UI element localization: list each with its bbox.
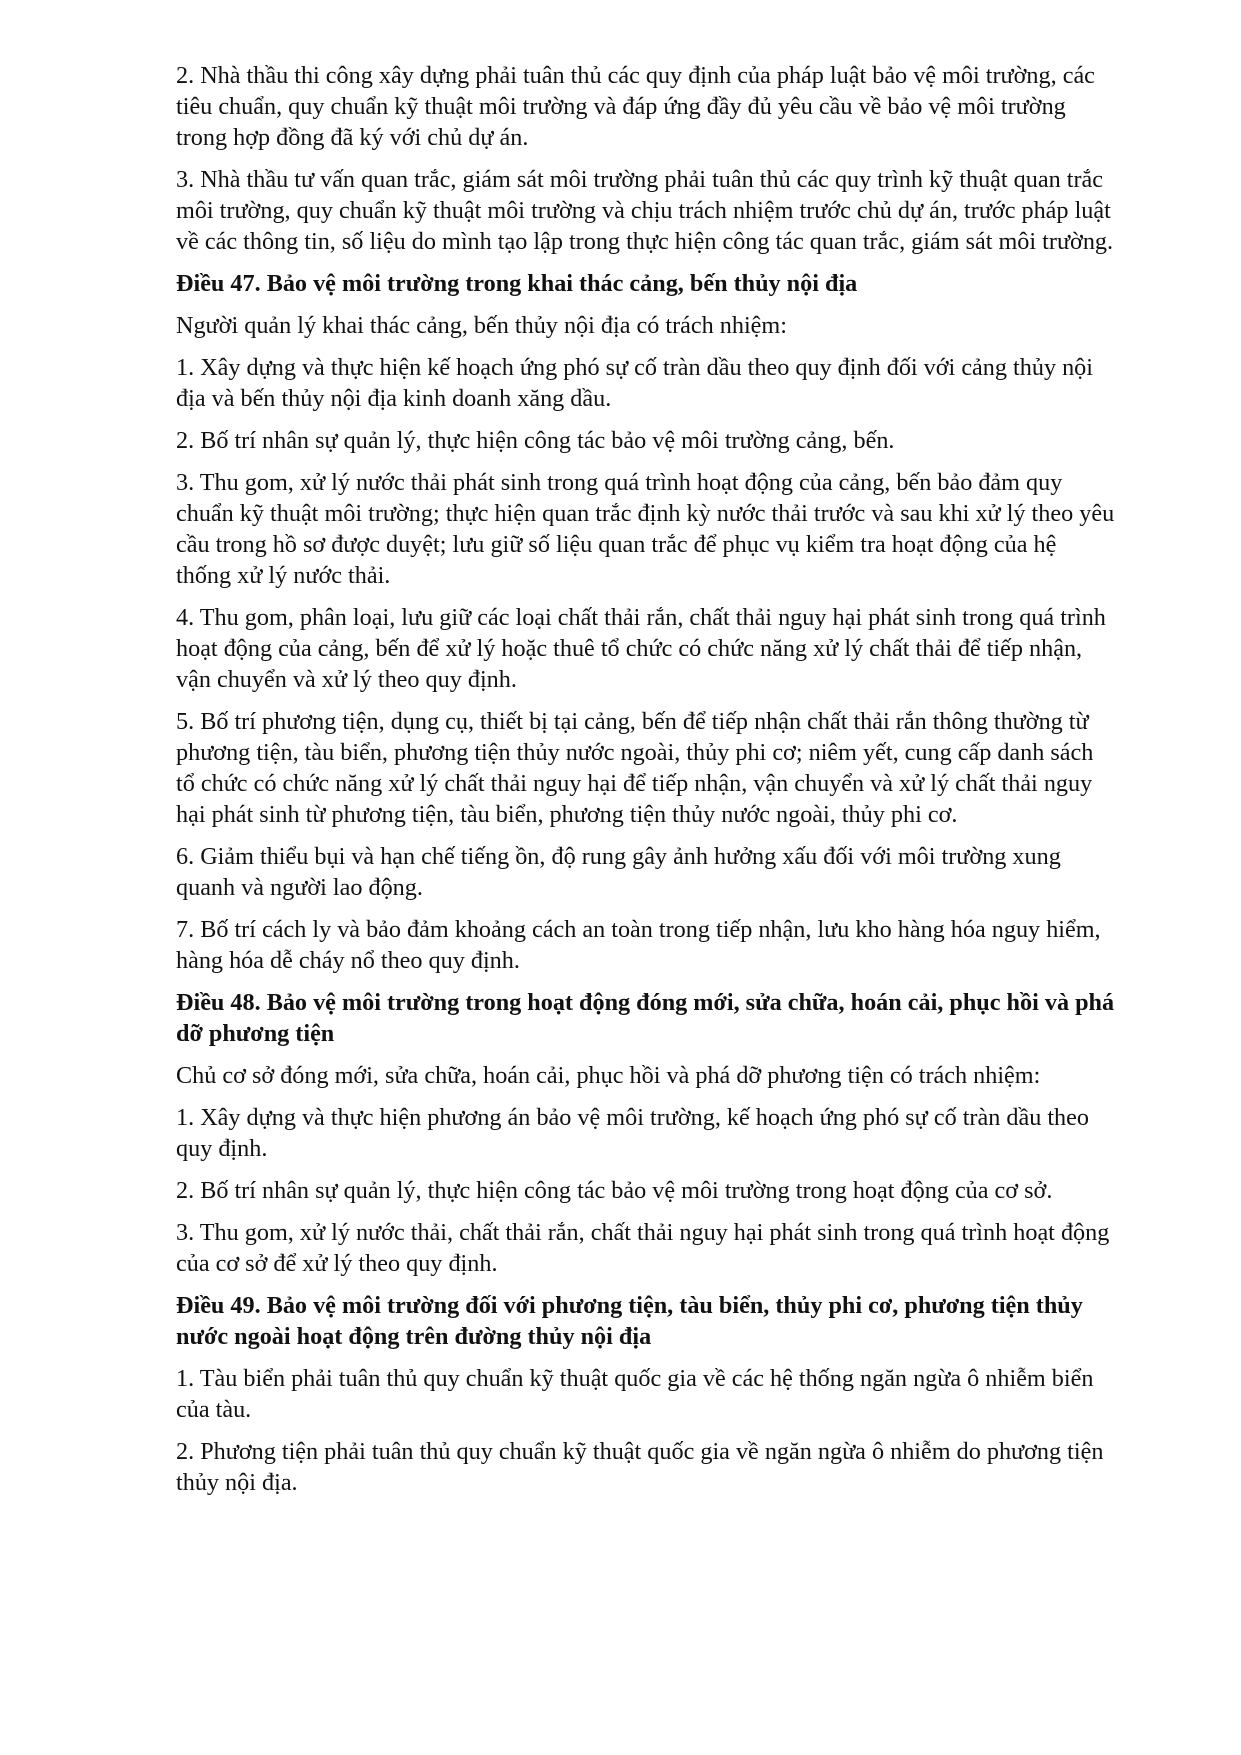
article-49-clause-2: 2. Phương tiện phải tuân thủ quy chuẩn kỹ thuật quốc gia về ngăn ngừa ô nhiễm do phương tiện thủy nội địa. [176, 1438, 1104, 1496]
article-48-intro: Chủ cơ sở đóng mới, sửa chữa, hoán cải, phục hồi và phá dỡ phương tiện có trách nhiệm: [176, 1062, 1041, 1089]
article-47-heading: Điều 47. Bảo vệ môi trường trong khai thác cảng, bến thủy nội địa [176, 270, 858, 297]
article-47-clause-2: 2. Bố trí nhân sự quản lý, thực hiện công tác bảo vệ môi trường cảng, bến. [176, 427, 895, 454]
article-48-clause-3: 3. Thu gom, xử lý nước thải, chất thải rắn, chất thải nguy hại phát sinh trong quá trình hoạt động của cơ sở để xử lý theo quy định. [176, 1219, 1110, 1277]
article-47-clause-5: 5. Bố trí phương tiện, dụng cụ, thiết bị tại cảng, bến để tiếp nhận chất thải rắn thông thường từ phương tiện, tàu biển, phương tiện thủy nước ngoài, thủy phi cơ; niêm yết, cung cấp danh sách tổ chức có chức năng xử lý chất thải nguy hại để tiếp nhận, vận chuyển và xử lý chất thải nguy hại phát sinh từ phương tiện, tàu biển, phương tiện thủy nước ngoài, thủy phi cơ. [176, 708, 1094, 828]
paragraph-clause-2-construction-contractor: 2. Nhà thầu thi công xây dựng phải tuân thủ các quy định của pháp luật bảo vệ môi trường, các tiêu chuẩn, quy chuẩn kỹ thuật môi trường và đáp ứng đầy đủ yêu cầu về bảo vệ môi trường trong hợp đồng đã ký với chủ dự án. [176, 62, 1095, 151]
article-48-clause-1: 1. Xây dựng và thực hiện phương án bảo vệ môi trường, kế hoạch ứng phó sự cố tràn dầu theo quy định. [176, 1104, 1089, 1162]
article-47-clause-7: 7. Bố trí cách ly và bảo đảm khoảng cách an toàn trong tiếp nhận, lưu kho hàng hóa nguy hiểm, hàng hóa dễ cháy nổ theo quy định. [176, 916, 1101, 974]
article-47-clause-4: 4. Thu gom, phân loại, lưu giữ các loại chất thải rắn, chất thải nguy hại phát sinh trong quá trình hoạt động của cảng, bến để xử lý hoặc thuê tổ chức có chức năng xử lý chất thải để tiếp nhận, vận chuyển và xử lý theo quy định. [176, 604, 1106, 693]
article-48-heading: Điều 48. Bảo vệ môi trường trong hoạt động đóng mới, sửa chữa, hoán cải, phục hồi và phá dỡ phương tiện [176, 989, 1115, 1047]
article-49-heading: Điều 49. Bảo vệ môi trường đối với phương tiện, tàu biển, thủy phi cơ, phương tiện thủy nước ngoài hoạt động trên đường thủy nội địa [176, 1292, 1083, 1350]
article-47-intro: Người quản lý khai thác cảng, bến thủy nội địa có trách nhiệm: [176, 312, 787, 339]
article-47-clause-1: 1. Xây dựng và thực hiện kế hoạch ứng phó sự cố tràn dầu theo quy định đối với cảng thủy nội địa và bến thủy nội địa kinh doanh xăng dầu. [176, 354, 1093, 412]
article-47-clause-3: 3. Thu gom, xử lý nước thải phát sinh trong quá trình hoạt động của cảng, bến bảo đảm quy chuẩn kỹ thuật môi trường; thực hiện quan trắc định kỳ nước thải trước và sau khi xử lý theo yêu cầu trong hồ sơ được duyệt; lưu giữ số liệu quan trắc để phục vụ kiểm tra hoạt động của hệ thống xử lý nước thải. [176, 469, 1115, 589]
article-48-clause-2: 2. Bố trí nhân sự quản lý, thực hiện công tác bảo vệ môi trường trong hoạt động của cơ sở. [176, 1177, 1053, 1204]
article-47-clause-6: 6. Giảm thiểu bụi và hạn chế tiếng ồn, độ rung gây ảnh hưởng xấu đối với môi trường xung quanh và người lao động. [176, 843, 1061, 901]
document-page [176, 60, 1116, 1509]
paragraph-clause-3-monitoring-consultant: 3. Nhà thầu tư vấn quan trắc, giám sát môi trường phải tuân thủ các quy trình kỹ thuật quan trắc môi trường, quy chuẩn kỹ thuật môi trường và chịu trách nhiệm trước chủ dự án, trước pháp luật về các thông tin, số liệu do mình tạo lập trong thực hiện công tác quan trắc, giám sát môi trường. [176, 166, 1114, 255]
article-49-clause-1: 1. Tàu biển phải tuân thủ quy chuẩn kỹ thuật quốc gia về các hệ thống ngăn ngừa ô nhiễm biển của tàu. [176, 1365, 1094, 1423]
